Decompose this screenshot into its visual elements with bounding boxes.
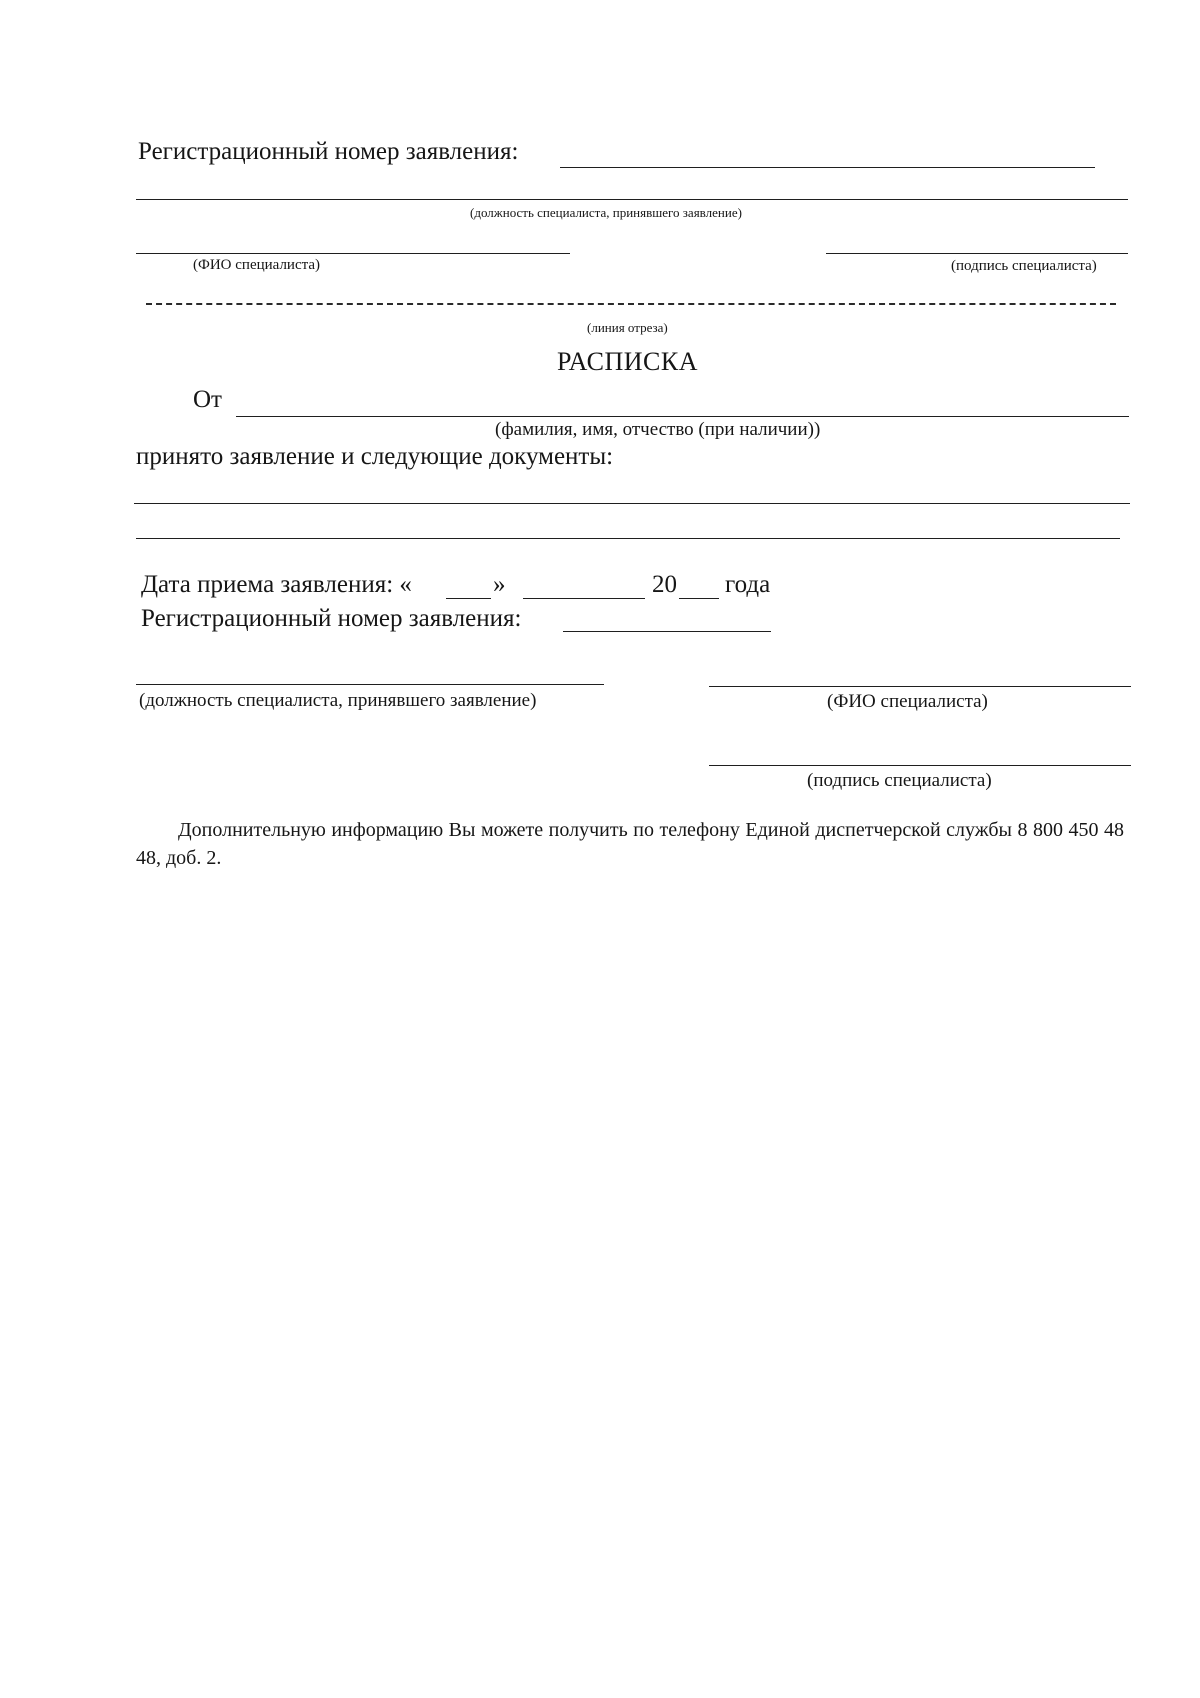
header-reg-number-label: Регистрационный номер заявления:	[138, 138, 519, 165]
cut-line	[146, 303, 1116, 305]
date-month-field[interactable]	[523, 598, 645, 599]
header-name-field[interactable]	[136, 253, 570, 254]
year-suffix: года	[725, 571, 771, 598]
header-name-caption: (ФИО специалиста)	[193, 257, 321, 273]
documents-field-line-2[interactable]	[136, 538, 1120, 539]
receipt-reg-number-field[interactable]	[563, 631, 771, 632]
header-position-caption: (должность специалиста, принявшего заявление)	[470, 205, 742, 220]
documents-field-line-1[interactable]	[134, 503, 1130, 504]
year-prefix: 20	[652, 571, 677, 598]
from-caption: (фамилия, имя, отчество (при наличии))	[495, 419, 821, 440]
receipt-signature-caption: (подпись специалиста)	[807, 770, 992, 791]
header-position-field[interactable]	[136, 199, 1128, 200]
header-signature-caption: (подпись специалиста)	[951, 258, 1097, 274]
header-reg-number-field[interactable]	[560, 167, 1095, 168]
receipt-signature-field[interactable]	[709, 765, 1131, 766]
receipt-title: РАСПИСКА	[557, 347, 698, 376]
from-label: От	[193, 386, 222, 413]
receipt-reg-number-label: Регистрационный номер заявления:	[141, 605, 522, 632]
date-year-field[interactable]	[679, 598, 719, 599]
date-label: Дата приема заявления: «	[141, 571, 412, 598]
date-day-field[interactable]	[446, 598, 491, 599]
accepted-documents-label: принято заявление и следующие документы:	[136, 443, 614, 470]
additional-info-text: Дополнительную информацию Вы можете получить по телефону Единой диспетчерской службы 8 800 450 48 48, доб. 2.	[136, 819, 1124, 869]
receipt-position-field[interactable]	[136, 684, 604, 685]
receipt-name-caption: (ФИО специалиста)	[827, 691, 988, 712]
receipt-name-field[interactable]	[709, 686, 1131, 687]
header-signature-field[interactable]	[826, 253, 1128, 254]
date-quote-close: »	[493, 571, 506, 598]
receipt-position-caption: (должность специалиста, принявшего заявление)	[139, 690, 537, 711]
from-field[interactable]	[236, 416, 1129, 417]
cut-line-caption: (линия отреза)	[587, 320, 668, 335]
